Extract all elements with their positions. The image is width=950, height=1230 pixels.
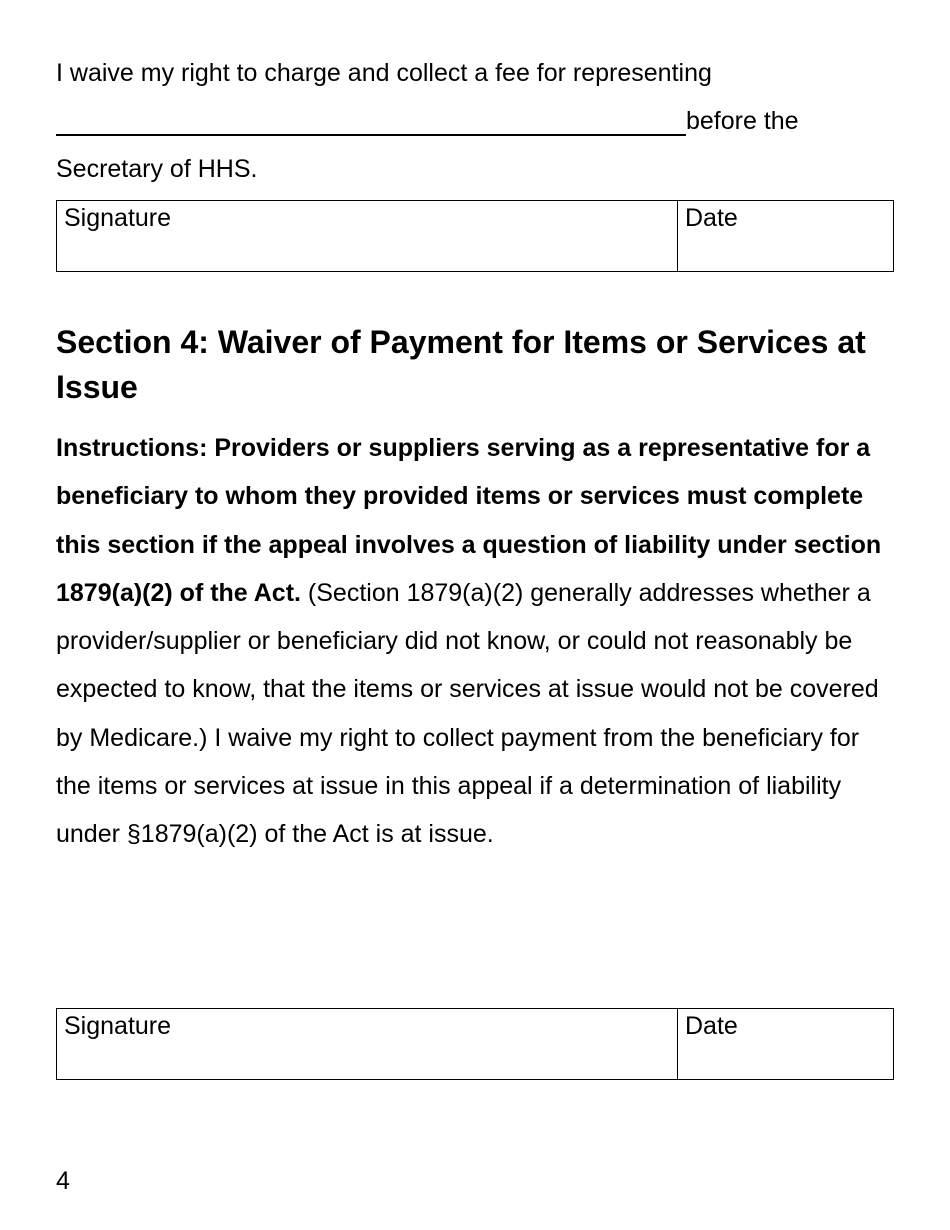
fee-waiver-secretary-text: Secretary of HHS. (56, 155, 258, 183)
section-4-heading: Section 4: Waiver of Payment for Items or Services at Issue (56, 324, 866, 405)
signature-label: Signature (64, 1012, 172, 1040)
signature-label: Signature (64, 204, 172, 232)
payment-waiver-signature-field[interactable] (57, 1009, 678, 1079)
section-4-instructions: Instructions: Providers or suppliers serving as a representative for a beneficiary to whom they provided items or services must complete this section if the appeal involves a question of liability under section 1879(a)(2) of the Act. (56, 434, 882, 607)
fee-waiver-date-field[interactable] (678, 201, 893, 271)
date-label: Date (685, 204, 738, 232)
fee-waiver-name-line (56, 104, 896, 138)
fee-waiver-signature-table (56, 200, 894, 272)
fee-waiver-before-text: before the (686, 107, 799, 135)
date-label: Date (685, 1012, 738, 1040)
section-4-body (56, 424, 896, 859)
payment-waiver-date-field[interactable] (678, 1009, 893, 1079)
page-number: 4 (56, 1167, 70, 1195)
fee-waiver-statement: I waive my right to charge and collect a fee for representing (56, 59, 712, 87)
fee-waiver-signature-field[interactable] (57, 201, 678, 271)
payment-waiver-signature-table (56, 1008, 894, 1080)
representative-name-blank[interactable] (56, 134, 686, 136)
section-4-waiver-text: (Section 1879(a)(2) generally addresses whether a provider/supplier or beneficiary did not know, or could not reasonably be expected to know, that the items or services at issue would not be covered by Medicare.) I waive my right to collect payment from the beneficiary for the items or services at issue in this appeal if a determination of liability under §1879(a)(2) of the Act is at issue. (56, 578, 879, 849)
